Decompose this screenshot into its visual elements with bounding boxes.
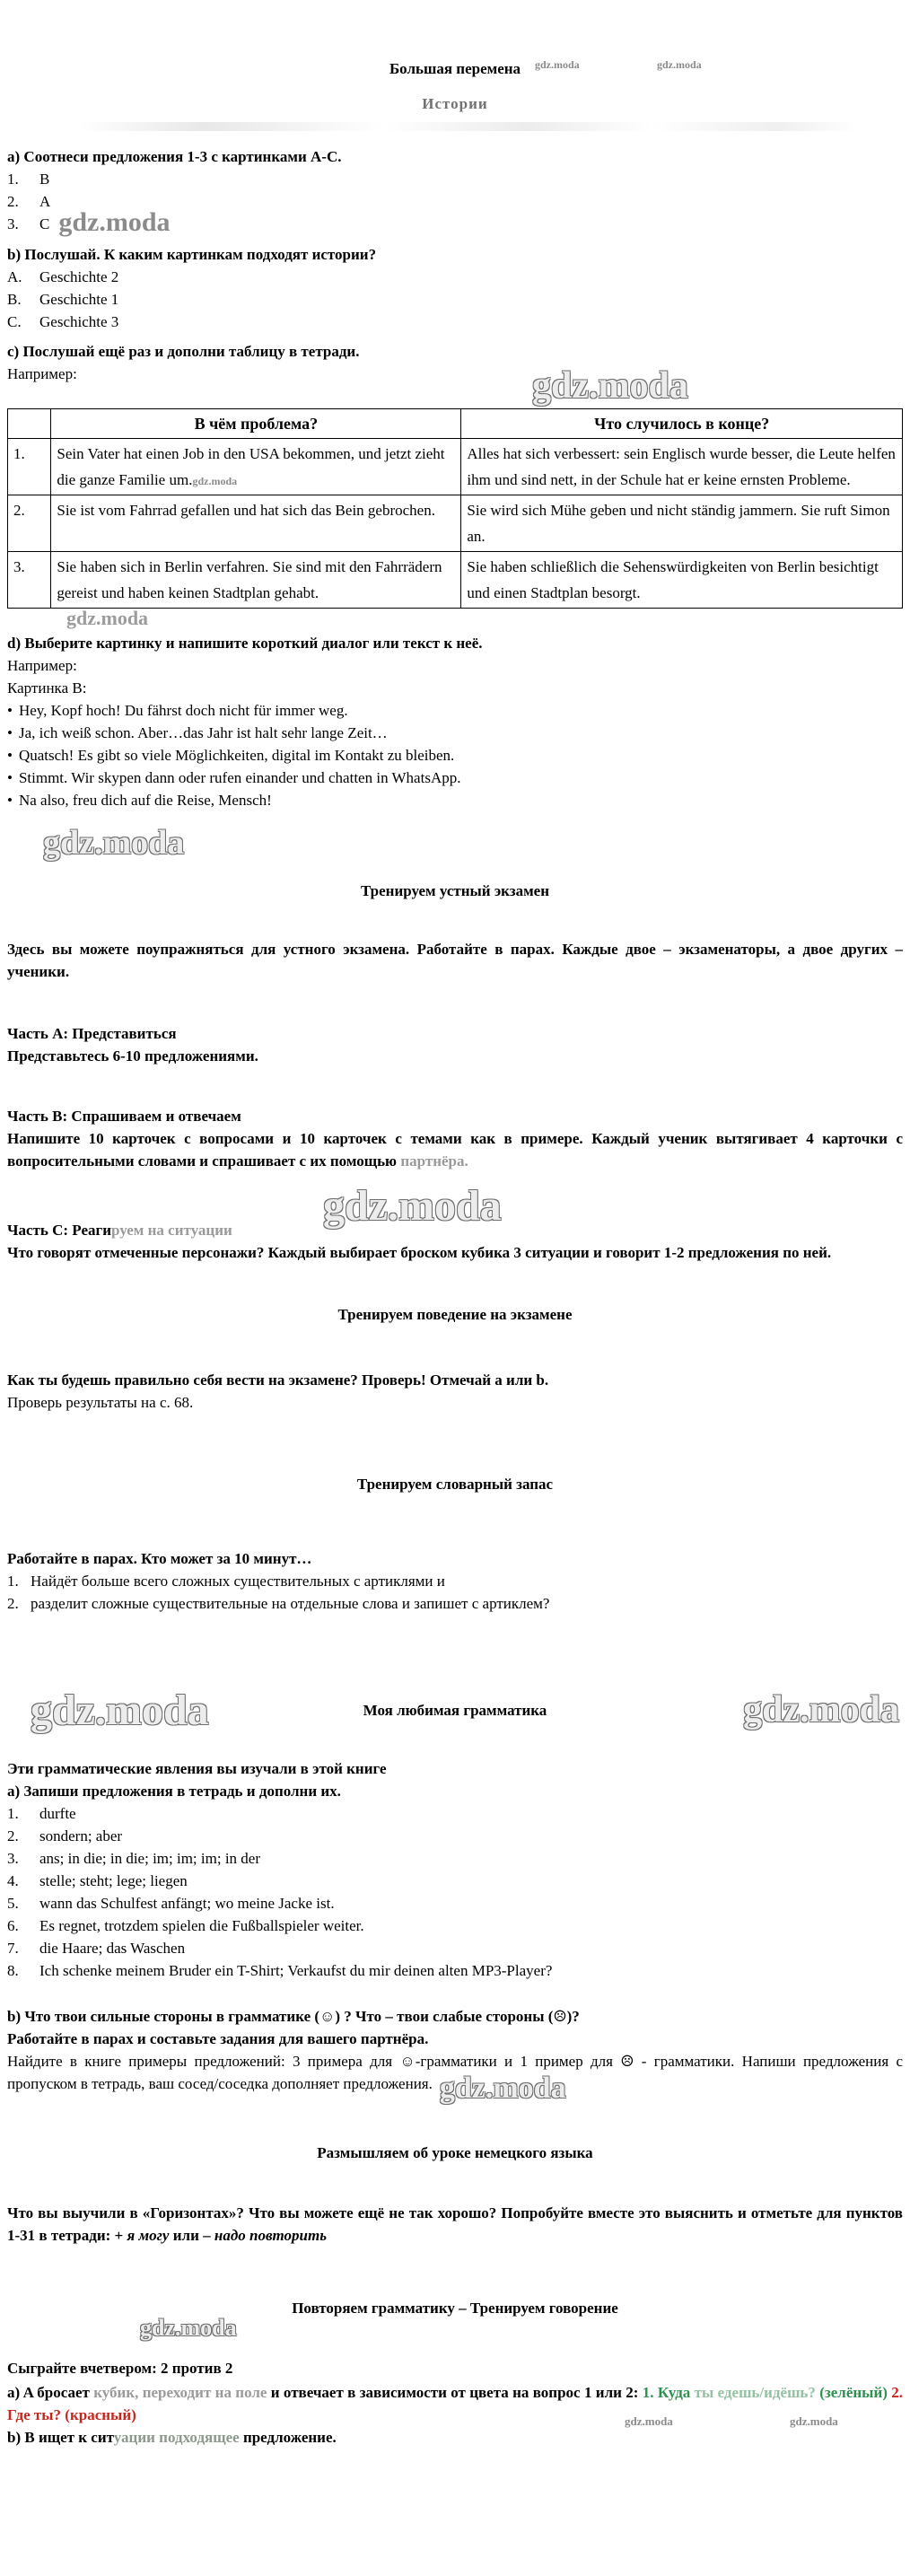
grammar-task-a-heading: a) Запиши предложения в тетрадь и дополни их. — [7, 1783, 341, 1800]
list-item — [7, 288, 903, 311]
item-text: sondern; aber — [39, 1827, 123, 1844]
item-text: wann das Schulfest anfängt; wo meine Jacke ist. — [39, 1895, 335, 1912]
column-header-problem: В чём проблема? — [51, 409, 461, 439]
item-number: 8. — [7, 1962, 19, 1979]
list-item — [7, 1592, 903, 1615]
item-number: A. — [7, 268, 22, 285]
gdz-moda-watermark: gdz.moda — [58, 207, 171, 237]
list-item — [7, 1914, 903, 1937]
document-header — [7, 57, 903, 131]
speaking-line-b-row — [7, 2414, 903, 2449]
column-header-number — [8, 409, 51, 439]
part-c-text: Что говорят отмеченные персонажи? Каждый выбирает броском кубика 3 ситуации и говорит 1-2 предложения по ней. — [7, 1244, 832, 1261]
item-number: 5. — [7, 1895, 19, 1912]
list-item — [7, 1802, 903, 1825]
list-item — [7, 1959, 903, 1982]
row-problem: Sie ist vom Fahrrad gefallen und hat sich das Bein gebrochen. — [51, 495, 461, 552]
gdz-moda-watermark: gdz.moda — [66, 607, 149, 629]
gdz-moda-watermark: gdz.moda — [43, 824, 185, 862]
section-heading-speaking: Повторяем грамматику – Тренируем говорение — [292, 2300, 618, 2317]
line-a-green-faded: ты едешь/идёшь? — [694, 2384, 820, 2401]
section-heading-reflection: Размышляем об уроке немецкого языка — [317, 2144, 593, 2161]
vocabulary-intro: Работайте в парах. Кто может за 10 минут… — [7, 1550, 312, 1567]
page-subtitle: Истории — [422, 95, 488, 112]
page-title: Большая перемена — [389, 60, 521, 77]
task-b-heading: b) Послушай. К каким картинкам подходят истории? — [7, 246, 377, 263]
gdz-moda-watermark: gdz.moda — [192, 475, 238, 487]
line-a-green-question: 1. Куда — [642, 2384, 695, 2401]
speaking-heading-row — [7, 2297, 903, 2341]
scan-smudge — [7, 122, 903, 131]
gdz-moda-watermark: gdz.moda — [439, 2072, 566, 2105]
vocabulary-section — [7, 1473, 903, 1615]
line-b-end: предложение. — [242, 2429, 337, 2446]
line-a-green-color-label: (зелёный) — [819, 2384, 892, 2401]
item-number: 3. — [7, 1850, 19, 1867]
line-b-faded: уации подходящее — [113, 2429, 243, 2446]
stories-table — [7, 408, 903, 609]
grammar-task-b-text-main: Найдите в книге примеры предложений: 3 примера для ☺-грамматики и 1 пример для ☹ - грамматики. Напиши предложения с пропуском в тетрадь, ваш сосед/соседка дополняет предложения. — [7, 2053, 903, 2092]
item-text: Geschichte 3 — [39, 313, 119, 330]
section-heading-behavior: Тренируем поведение на экзамене — [337, 1306, 573, 1323]
grammar-task-b-sub: Работайте в парах и составьте задания для вашего партнёра. — [7, 2030, 429, 2047]
row-end: Sie wird sich Mühe geben und nicht ständig jammern. Sie ruft Simon an. — [461, 495, 903, 552]
list-item — [7, 1892, 903, 1914]
task-b-section — [7, 243, 903, 333]
list-item — [7, 168, 903, 190]
line-a-mid: и отвечает в зависимости от цвета на вопрос 1 или 2: — [270, 2384, 643, 2401]
item-number: 1. — [7, 171, 19, 188]
line-a-red-question: 2. Где ты? (красный) — [7, 2384, 904, 2423]
part-a-text: Представьтесь 6-10 предложениями. — [7, 1047, 258, 1065]
gdz-moda-watermark: gdz.moda — [323, 1182, 502, 1230]
speaking-subheading: Сыграйте вчетвером: 2 против 2 — [7, 2360, 233, 2377]
task-d-section — [7, 607, 903, 865]
table-row — [8, 495, 903, 552]
column-header-end: Что случилось в конце? — [461, 409, 903, 439]
speaking-line-a — [7, 2381, 903, 2426]
line-b-start: b) B ищет к сит — [7, 2429, 114, 2446]
task-c-heading: c) Послушай ещё раз и дополни таблицу в тетради. — [7, 343, 360, 360]
grammar-heading-row — [7, 1687, 903, 1734]
reflection-italic-1: я могу — [127, 2227, 170, 2244]
item-text: Ich schenke meinem Bruder ein T-Shirt; Verkaufst du mir deinen alten MP3-Player? — [39, 1962, 553, 1979]
line-a-faded: кубик, переходит на поле — [93, 2384, 271, 2401]
table-row — [8, 552, 903, 609]
gdz-moda-watermark: gdz.moda — [31, 1687, 209, 1734]
row-end: Sie haben schließlich die Sehenswürdigkeiten von Berlin besichtigt und einen Stadtplan besorgt. — [461, 552, 903, 609]
grammar-section — [7, 1687, 903, 2105]
item-number: 2. — [7, 1827, 19, 1844]
list-item — [7, 1825, 903, 1847]
item-text: Geschichte 1 — [39, 291, 119, 308]
item-text: ans; in die; in die; im; im; im; in der — [39, 1850, 261, 1867]
row-end: Alles hat sich verbessert: sein Englisch wurde besser, die Leute helfen ihm und sind nett, in der Schule hat er keine ernsten Probleme. — [461, 439, 903, 495]
behavior-line1: Как ты будешь правильно себя вести на экзамене? Проверь! Отмечай a или b. — [7, 1371, 549, 1389]
picture-label: Картинка B: — [7, 679, 87, 697]
item-number: 1. — [7, 1805, 19, 1822]
item-text: разделит сложные существительные на отдельные слова и запишет с артиклем? — [31, 1595, 550, 1612]
speaking-section — [7, 2297, 903, 2449]
row-number: 3. — [8, 552, 51, 609]
dialog-line: • Ja, ich weiß schon. Aber…das Jahr ist halt sehr lange Zeit… — [7, 722, 903, 744]
table-row — [8, 439, 903, 495]
row-problem: Sie haben sich in Berlin verfahren. Sie sind mit den Fahrrädern gereist und haben keinen Stadtplan gehabt. — [51, 552, 461, 609]
task-a-section — [7, 145, 903, 236]
dialog-line: • Quatsch! Es gibt so viele Möglichkeiten, digital im Kontakt zu bleiben. — [7, 744, 903, 767]
reflection-text — [7, 2202, 903, 2247]
item-text: C — [39, 215, 50, 232]
gdz-moda-watermark: gdz.moda — [625, 2414, 673, 2428]
list-item — [7, 1870, 903, 1892]
speaking-line-b — [7, 2426, 903, 2449]
item-number: B. — [7, 291, 22, 308]
reflection-section — [7, 2142, 903, 2247]
part-c-title-faded: руем на ситуации — [111, 1222, 232, 1239]
item-text: durfte — [39, 1805, 76, 1822]
section-heading-vocabulary: Тренируем словарный запас — [356, 1476, 554, 1493]
list-item — [7, 207, 903, 237]
part-b-block — [7, 1105, 903, 1230]
section-heading-grammar: Моя любимая грамматика — [363, 1702, 547, 1719]
cell-text: Sein Vater hat einen Job in den USA bekommen, und jetzt zieht die ganze Familie um. — [57, 445, 445, 488]
list-item — [7, 266, 903, 288]
row-problem — [51, 439, 461, 495]
watermark-row — [43, 826, 903, 865]
dialog-line: • Stimmt. Wir skypen dann oder rufen einander und chatten in WhatsApp. — [7, 767, 903, 789]
dialog-line: • Na also, freu dich auf die Reise, Mensch! — [7, 789, 903, 811]
item-number: 1. — [7, 1573, 19, 1590]
grammar-task-b-heading: b) Что твои сильные стороны в грамматике (☺) ? Что – твои слабые стороны (☹)? — [7, 2008, 580, 2025]
item-number: 7. — [7, 1940, 19, 1957]
part-b-text — [7, 1127, 903, 1172]
example-label: Например: — [7, 365, 77, 382]
gdz-moda-watermark: gdz.moda — [140, 2315, 237, 2341]
list-item — [7, 1847, 903, 1870]
row-number: 1. — [8, 439, 51, 495]
task-a-heading: a) Соотнеси предложения 1-3 с картинками A-C. — [7, 148, 342, 165]
item-text: Geschichte 2 — [39, 268, 119, 285]
gdz-moda-watermark: gdz.moda — [790, 2414, 838, 2428]
item-number: 2. — [7, 1595, 19, 1612]
item-number: C. — [7, 313, 22, 330]
item-number: 6. — [7, 1917, 19, 1934]
item-text: B — [39, 171, 50, 188]
example-label: Например: — [7, 657, 77, 674]
list-item — [7, 311, 903, 333]
gdz-moda-watermark: gdz.moda — [535, 58, 580, 71]
grammar-task-b-text — [7, 2050, 903, 2104]
line-a-start: a) A бросает — [7, 2384, 94, 2401]
gdz-moda-watermark: gdz.moda — [532, 365, 688, 407]
behavior-section — [7, 1303, 903, 1414]
item-text: Es regnet, trotzdem spielen die Fußballspieler weiter. — [39, 1917, 364, 1934]
behavior-line2: Проверь результаты на с. 68. — [7, 1394, 194, 1411]
section-heading-oral-exam: Тренируем устный экзамен — [360, 882, 550, 899]
reflection-text-2: или – — [169, 2227, 214, 2244]
part-b-text-faded: партнёра. — [400, 1152, 468, 1170]
item-text: stelle; steht; lege; liegen — [39, 1872, 188, 1889]
gdz-moda-watermark: gdz.moda — [743, 1689, 899, 1730]
table-header-row — [8, 409, 903, 439]
part-b-title: Часть B: Спрашиваем и отвечаем — [7, 1108, 241, 1125]
part-c-title-strong: Часть C: Реаги — [7, 1222, 112, 1239]
item-text: Найдёт больше всего сложных существительных с артиклями и — [31, 1573, 445, 1590]
reflection-text-1: Что вы выучили в «Горизонтах»? Что вы можете ещё не так хорошо? Попробуйте вместе это выяснить и отметьте для пунктов 1-31 в тетради: + — [7, 2204, 903, 2244]
list-item — [7, 1570, 903, 1592]
part-b-text-main: Напишите 10 карточек с вопросами и 10 карточек с темами как в примере. Каждый ученик вытягивает 4 карточки с вопросительными словами и спрашивает с их помощью — [7, 1130, 903, 1170]
row-number: 2. — [8, 495, 51, 552]
item-text: die Haare; das Waschen — [39, 1940, 186, 1957]
grammar-intro: Эти грамматические явления вы изучали в этой книге — [7, 1760, 387, 1777]
oral-exam-section — [7, 880, 903, 1264]
dialog-line: • Hey, Kopf hoch! Du fährst doch nicht für immer weg. — [7, 699, 903, 722]
task-d-heading: d) Выберите картинку и напишите короткий диалог или текст к неё. — [7, 635, 483, 652]
gdz-moda-watermark: gdz.moda — [657, 58, 702, 71]
part-a-title: Часть A: Представиться — [7, 1025, 177, 1042]
item-number: 3. — [7, 215, 19, 232]
list-item — [7, 1937, 903, 1959]
task-c-section — [7, 340, 903, 609]
item-number: 2. — [7, 193, 19, 210]
item-text: A — [39, 193, 51, 210]
reflection-italic-2: надо повторить — [214, 2227, 327, 2244]
item-number: 4. — [7, 1872, 19, 1889]
oral-exam-intro: Здесь вы можете поупражняться для устного экзамена. Работайте в парах. Каждые двое – экзаменаторы, а двое других – ученики. — [7, 941, 903, 980]
